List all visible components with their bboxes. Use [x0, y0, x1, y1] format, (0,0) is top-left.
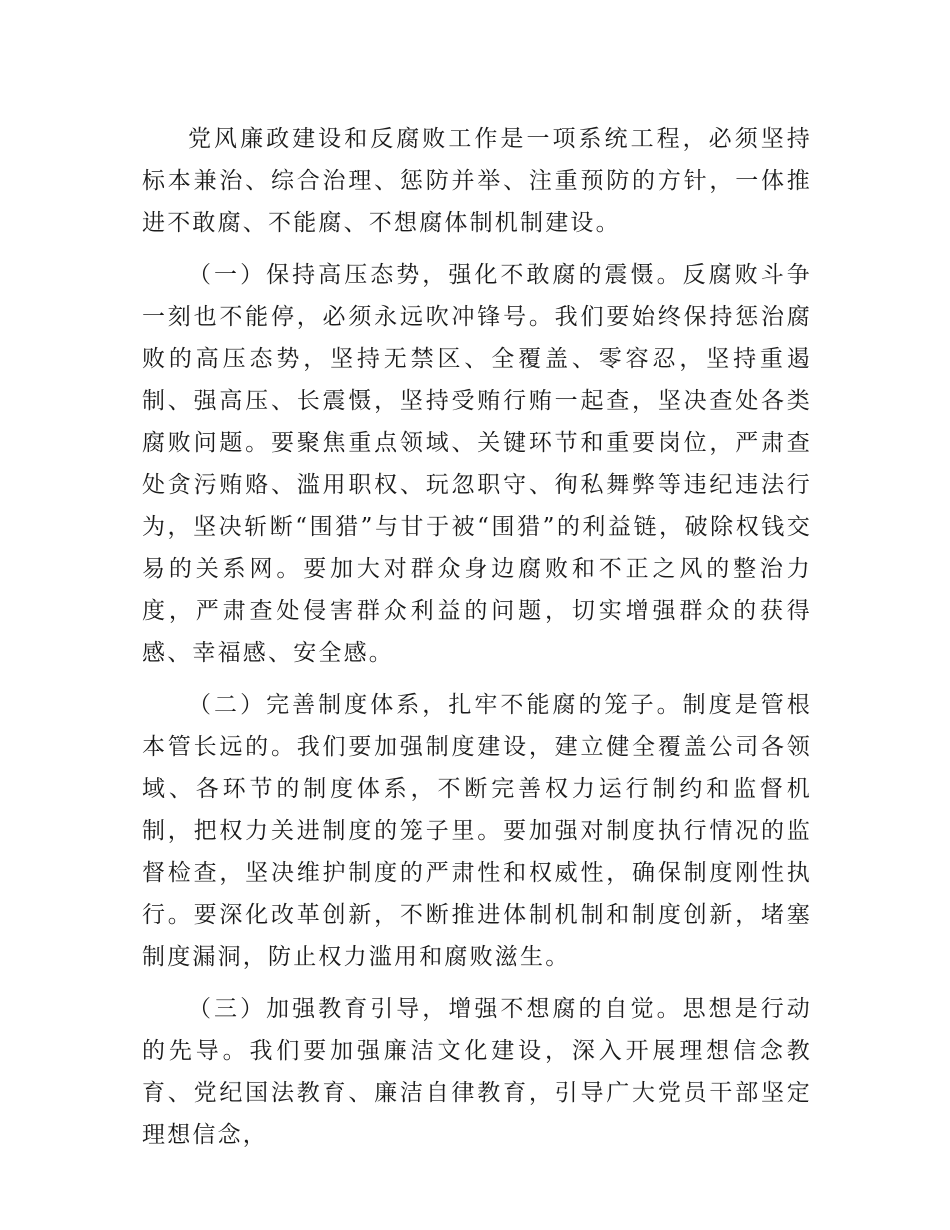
paragraph-section-3: （三）加强教育引导，增强不想腐的自觉。思想是行动的先导。我们要加强廉洁文化建设，深入开展理想信念教育、党纪国法教育、廉洁自律教育，引导广大党员干部坚定理想信念， — [142, 996, 812, 1148]
document-body — [142, 118, 812, 1166]
paragraph-section-1: （一）保持高压态势，强化不敢腐的震慑。反腐败斗争一刻也不能停，必须永远吹冲锋号。我们要始终保持惩治腐败的高压态势，坚持无禁区、全覆盖、零容忍，坚持重遏制、强高压、长震慑，坚持受贿行贿一起查，坚决查处各类腐败问题。要聚焦重点领域、关键环节和重要岗位，严肃查处贪污贿赂、滥用职权、玩忽职守、徇私舞弊等违纪违法行为，坚决斩断“围猎”与甘于被“围猎”的利益链，破除权钱交易的关系网。要加大对群众身边腐败和不正之风的整治力度，严肃查处侵害群众利益的问题，切实增强群众的获得感、幸福感、安全感。 — [142, 262, 812, 666]
paragraph-section-2: （二）完善制度体系，扎牢不能腐的笼子。制度是管根本管长远的。我们要加强制度建设，建立健全覆盖公司各领域、各环节的制度体系，不断完善权力运行制约和监督机制，把权力关进制度的笼子里。要加强对制度执行情况的监督检查，坚决维护制度的严肃性和权威性，确保制度刚性执行。要深化改革创新，不断推进体制机制和制度创新，堵塞制度漏洞，防止权力滥用和腐败滋生。 — [142, 692, 812, 970]
paragraph-intro: 党风廉政建设和反腐败工作是一项系统工程，必须坚持标本兼治、综合治理、惩防并举、注重预防的方针，一体推进不敢腐、不能腐、不想腐体制机制建设。 — [142, 126, 812, 236]
